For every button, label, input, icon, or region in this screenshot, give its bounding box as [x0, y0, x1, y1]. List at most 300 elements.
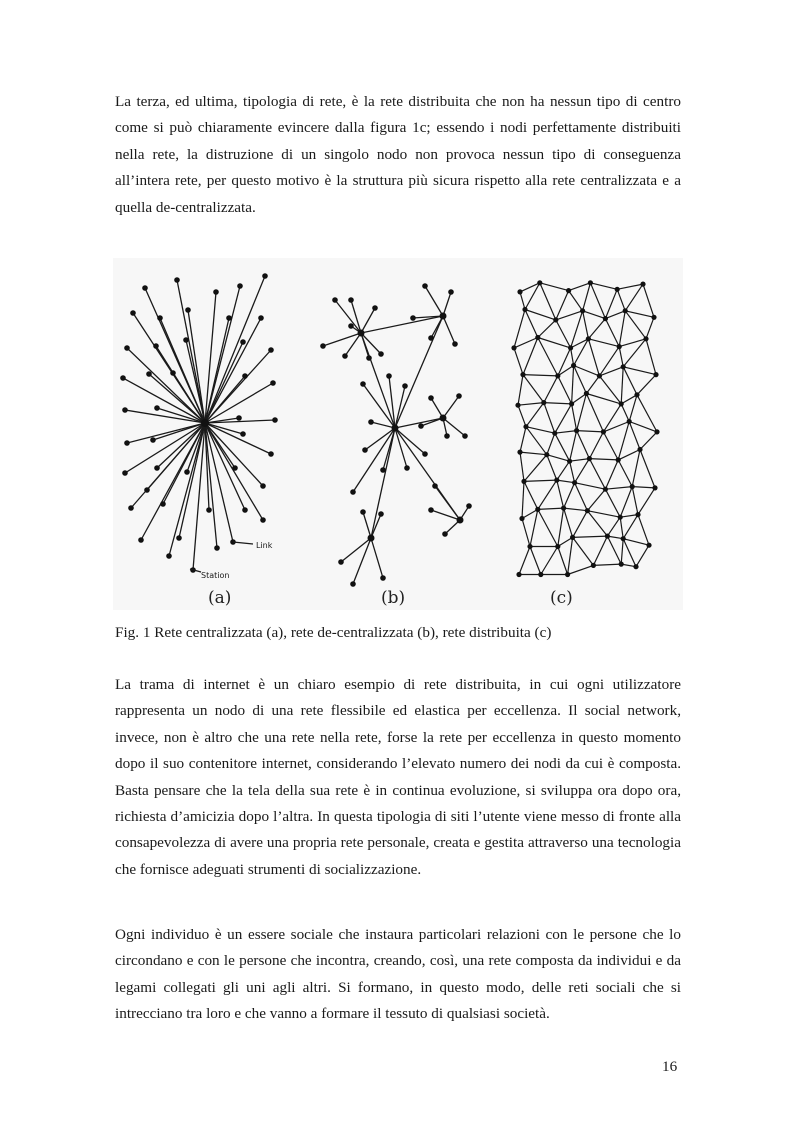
- mesh-node: [570, 535, 575, 540]
- mesh-link: [526, 403, 544, 427]
- station-node: [360, 509, 366, 515]
- mesh-node: [584, 391, 589, 396]
- mesh-node: [605, 534, 610, 539]
- mesh-node: [603, 487, 608, 492]
- mesh-node: [634, 392, 639, 397]
- mesh-link: [640, 450, 655, 488]
- mesh-link: [519, 547, 530, 575]
- station-node: [232, 465, 238, 471]
- mesh-link: [583, 311, 589, 339]
- mesh-node: [653, 372, 658, 377]
- mesh-node: [519, 516, 524, 521]
- mesh-link: [524, 455, 547, 482]
- hub-node: [440, 313, 447, 320]
- station-node: [144, 487, 150, 493]
- panel-c-distributed: [511, 280, 659, 577]
- mesh-link: [541, 547, 558, 575]
- mesh-node: [574, 428, 579, 433]
- mesh-link: [520, 452, 524, 481]
- station-node: [236, 415, 242, 421]
- mesh-link: [564, 483, 575, 508]
- station-node: [432, 483, 438, 489]
- station-node: [452, 341, 458, 347]
- station-node: [380, 575, 386, 581]
- spoke-link: [205, 318, 229, 423]
- mesh-link: [570, 459, 590, 462]
- mesh-link: [617, 284, 643, 289]
- mesh-link: [605, 487, 632, 490]
- station-node: [366, 355, 372, 361]
- mesh-link: [518, 403, 544, 406]
- station-node: [372, 305, 378, 311]
- mesh-node: [652, 485, 657, 490]
- mesh-link: [522, 481, 524, 518]
- mesh-node: [522, 307, 527, 312]
- paragraph-3: Ogni individuo è un essere sociale che instaura particolari relazioni con le persone che lo circondano e con le persone che incontra, creando, così, una rete composta da individui e da legami collegati gli uni agli altri. Si formano, in questo modo, delle reti sociali che si intrecciano tra loro e che vanno a formare il tessuto di qualsiasi società.: [115, 926, 681, 1023]
- mesh-link: [558, 376, 572, 404]
- mesh-node: [515, 403, 520, 408]
- mesh-link: [564, 508, 588, 511]
- station-node: [338, 559, 344, 565]
- mesh-link: [607, 517, 620, 536]
- figure-caption: Fig. 1 Rete centralizzata (a), rete de-centralizzata (b), rete distribuita (c): [115, 624, 552, 641]
- mesh-link: [572, 366, 574, 404]
- hub-node: [368, 535, 375, 542]
- panel-label-b: (b): [381, 588, 406, 608]
- station-node: [268, 347, 274, 353]
- station-node: [428, 507, 434, 513]
- mesh-link: [522, 509, 538, 518]
- cluster-link: [335, 300, 361, 333]
- station-node: [130, 310, 136, 316]
- station-node: [378, 351, 384, 357]
- station-node: [386, 373, 392, 379]
- mesh-node: [651, 315, 656, 320]
- mesh-link: [520, 427, 526, 452]
- mesh-link: [572, 404, 577, 431]
- mesh-link: [588, 339, 619, 347]
- mesh-link: [621, 539, 623, 564]
- mesh-link: [625, 284, 643, 311]
- station-node: [360, 381, 366, 387]
- cluster-link: [443, 292, 451, 316]
- spoke-link: [160, 318, 205, 423]
- mesh-link: [557, 480, 564, 508]
- mesh-link: [605, 460, 618, 489]
- spoke-link: [205, 423, 245, 510]
- mesh-node: [561, 506, 566, 511]
- cluster-link: [323, 333, 361, 346]
- mesh-link: [571, 348, 574, 366]
- station-node: [160, 501, 166, 507]
- mesh-node: [565, 572, 570, 577]
- mesh-node: [630, 484, 635, 489]
- mesh-node: [552, 431, 557, 436]
- station-node: [214, 545, 220, 551]
- mesh-node: [615, 287, 620, 292]
- mesh-node: [569, 401, 574, 406]
- mesh-node: [601, 429, 606, 434]
- mesh-link: [637, 395, 657, 432]
- spoke-link: [127, 423, 205, 443]
- mesh-node: [621, 364, 626, 369]
- mesh-link: [589, 459, 618, 460]
- hub-link: [361, 316, 443, 333]
- mesh-link: [538, 320, 556, 338]
- page-number: 16: [662, 1058, 678, 1075]
- mesh-node: [537, 280, 542, 285]
- mesh-link: [518, 405, 526, 427]
- mesh-link: [540, 283, 569, 291]
- mesh-link: [520, 452, 547, 455]
- cluster-link: [383, 428, 395, 470]
- spoke-link: [205, 276, 265, 423]
- station-node: [242, 373, 248, 379]
- mesh-link: [514, 310, 525, 348]
- mesh-link: [589, 432, 603, 459]
- mesh-node: [621, 536, 626, 541]
- spoke-link: [179, 423, 205, 538]
- mesh-link: [573, 537, 594, 565]
- cluster-link: [435, 486, 460, 520]
- mesh-link: [623, 539, 636, 567]
- mesh-link: [518, 375, 523, 406]
- mesh-link: [621, 404, 629, 422]
- station-node: [166, 553, 172, 559]
- station-node: [240, 431, 246, 437]
- station-node: [270, 380, 276, 386]
- mesh-link: [520, 292, 525, 310]
- mesh-link: [530, 547, 541, 575]
- station-node: [342, 353, 348, 359]
- paragraph-1: La terza, ed ultima, tipologia di rete, è la rete distribuita che non ha nessun tipo di centro come si può chiaramente evincere dalla figura 1c; essendo i nodi perfettamente distribuiti nella rete, la distruzione di un singolo nodo non provoca nessun tipo di conseguenza all’intera rete, per questo motivo è la struttura più sicura rispetto alla rete centralizzata e a quella de-centralizzata.: [115, 93, 681, 216]
- mesh-link: [590, 283, 617, 290]
- station-node: [350, 581, 356, 587]
- mesh-link: [637, 375, 656, 395]
- cluster-link: [443, 316, 455, 344]
- mesh-link: [523, 375, 558, 376]
- station-node: [154, 465, 160, 471]
- mesh-link: [618, 460, 632, 487]
- mesh-node: [616, 457, 621, 462]
- mesh-link: [540, 283, 556, 320]
- spoke-link: [205, 423, 263, 486]
- mesh-node: [627, 419, 632, 424]
- mesh-link: [619, 311, 625, 347]
- mesh-link: [558, 547, 568, 575]
- mesh-link: [605, 489, 620, 517]
- mesh-link: [544, 403, 555, 434]
- mesh-link: [618, 450, 640, 460]
- hub-node: [358, 330, 365, 337]
- station-node: [206, 507, 212, 513]
- mesh-node: [637, 447, 642, 452]
- mesh-node: [535, 335, 540, 340]
- mesh-link: [623, 339, 646, 367]
- mesh-node: [643, 336, 648, 341]
- station-node: [122, 470, 128, 476]
- cluster-link: [345, 333, 361, 356]
- mesh-link: [530, 509, 538, 546]
- mesh-node: [538, 572, 543, 577]
- mesh-node: [572, 480, 577, 485]
- mesh-node: [588, 280, 593, 285]
- station-node: [174, 277, 180, 283]
- station-node: [124, 345, 130, 351]
- mesh-link: [638, 515, 649, 546]
- station-node: [258, 315, 264, 321]
- mesh-node: [619, 401, 624, 406]
- station-node: [124, 440, 130, 446]
- mesh-node: [586, 336, 591, 341]
- cluster-link: [353, 428, 395, 492]
- mesh-link: [555, 404, 572, 433]
- network-figure: [113, 258, 683, 610]
- mesh-link: [564, 508, 573, 537]
- mesh-link: [568, 565, 594, 574]
- mesh-node: [523, 424, 528, 429]
- mesh-node: [567, 459, 572, 464]
- hub-node: [392, 425, 399, 432]
- mesh-node: [511, 345, 516, 350]
- station-node: [402, 383, 408, 389]
- station-node: [146, 371, 152, 377]
- station-node: [442, 531, 448, 537]
- station-node: [226, 315, 232, 321]
- mesh-link: [589, 459, 605, 490]
- hub-node: [201, 419, 209, 427]
- mesh-node: [517, 289, 522, 294]
- station-node: [153, 343, 159, 349]
- mesh-link: [557, 461, 570, 480]
- station-node: [157, 315, 163, 321]
- station-node: [170, 370, 176, 376]
- mesh-link: [538, 508, 564, 509]
- link-annotation: Link: [256, 541, 273, 550]
- station-node: [262, 273, 268, 279]
- mesh-link: [586, 394, 621, 404]
- panel-label-c: (c): [550, 588, 573, 608]
- spoke-link: [205, 423, 263, 520]
- cluster-link: [425, 286, 443, 316]
- mesh-link: [555, 431, 577, 434]
- mesh-link: [577, 431, 604, 432]
- mesh-link: [590, 283, 605, 319]
- mesh-node: [640, 282, 645, 287]
- station-node: [272, 417, 278, 423]
- link-pointer: [233, 542, 253, 544]
- mesh-link: [523, 375, 544, 403]
- hub-link: [395, 316, 443, 428]
- mesh-link: [575, 483, 606, 490]
- mesh-link: [620, 515, 638, 518]
- mesh-link: [538, 480, 557, 509]
- network-diagrams: [113, 258, 683, 610]
- mesh-link: [538, 509, 558, 546]
- mesh-node: [555, 373, 560, 378]
- mesh-link: [573, 511, 588, 538]
- mesh-link: [556, 291, 569, 320]
- mesh-link: [522, 519, 530, 547]
- mesh-link: [620, 517, 623, 539]
- mesh-link: [569, 291, 583, 311]
- mesh-link: [619, 347, 623, 367]
- mesh-link: [514, 348, 523, 375]
- station-node: [444, 433, 450, 439]
- mesh-node: [587, 456, 592, 461]
- mesh-link: [570, 461, 575, 483]
- mesh-link: [568, 537, 573, 574]
- station-node: [320, 343, 326, 349]
- panel-a-centralized: [120, 273, 278, 573]
- mesh-node: [566, 288, 571, 293]
- mesh-node: [571, 363, 576, 368]
- mesh-link: [619, 339, 646, 347]
- mesh-link: [617, 289, 625, 311]
- station-node: [422, 451, 428, 457]
- mesh-link: [524, 480, 557, 481]
- mesh-link: [575, 459, 590, 483]
- station-node: [213, 289, 219, 295]
- mesh-link: [573, 536, 608, 537]
- mesh-node: [633, 564, 638, 569]
- cluster-link: [361, 308, 375, 333]
- mesh-link: [570, 431, 577, 462]
- mesh-link: [587, 489, 605, 511]
- mesh-link: [547, 433, 555, 455]
- station-node: [428, 335, 434, 341]
- mesh-node: [618, 515, 623, 520]
- spoke-link: [205, 423, 217, 548]
- mesh-link: [558, 508, 564, 546]
- mesh-node: [654, 429, 659, 434]
- station-node: [448, 289, 454, 295]
- spoke-link: [205, 423, 233, 542]
- cluster-link: [371, 538, 383, 578]
- station-node: [184, 469, 190, 475]
- mesh-link: [547, 455, 557, 480]
- mesh-link: [646, 339, 656, 375]
- mesh-link: [646, 317, 654, 339]
- mesh-link: [643, 284, 654, 317]
- station-node: [240, 339, 246, 345]
- spoke-link: [186, 340, 205, 423]
- mesh-link: [586, 394, 603, 432]
- panel-b-decentralized: [320, 283, 472, 587]
- hub-link: [371, 428, 395, 538]
- station-node: [428, 395, 434, 401]
- mesh-link: [524, 481, 538, 509]
- mesh-node: [535, 507, 540, 512]
- mesh-node: [555, 544, 560, 549]
- mesh-node: [517, 450, 522, 455]
- station-node: [260, 483, 266, 489]
- mesh-node: [568, 345, 573, 350]
- station-node: [422, 283, 428, 289]
- mesh-node: [554, 478, 559, 483]
- mesh-node: [635, 512, 640, 517]
- mesh-link: [640, 432, 657, 450]
- mesh-node: [591, 563, 596, 568]
- mesh-link: [593, 536, 607, 565]
- station-node: [332, 297, 338, 303]
- mesh-node: [623, 308, 628, 313]
- station-node: [154, 405, 160, 411]
- mesh-link: [632, 487, 655, 488]
- mesh-link: [569, 283, 591, 291]
- mesh-node: [541, 400, 546, 405]
- mesh-link: [623, 515, 638, 539]
- station-node: [237, 283, 243, 289]
- mesh-link: [544, 376, 558, 403]
- mesh-link: [623, 367, 637, 395]
- mesh-link: [603, 432, 618, 460]
- station-annotation: Station: [201, 571, 230, 580]
- station-node: [176, 535, 182, 541]
- cluster-link: [431, 316, 443, 338]
- hub-node: [457, 517, 464, 524]
- mesh-node: [527, 544, 532, 549]
- station-node: [128, 505, 134, 511]
- mesh-link: [588, 319, 605, 339]
- station-node: [380, 467, 386, 473]
- mesh-node: [646, 543, 651, 548]
- station-node: [456, 393, 462, 399]
- mesh-node: [597, 373, 602, 378]
- mesh-link: [632, 450, 640, 487]
- mesh-link: [620, 487, 632, 518]
- station-node: [260, 517, 266, 523]
- mesh-node: [603, 316, 608, 321]
- cluster-link: [363, 512, 371, 538]
- station-node: [362, 447, 368, 453]
- mesh-link: [638, 488, 655, 515]
- mesh-link: [583, 283, 591, 311]
- mesh-link: [621, 367, 623, 404]
- mesh-node: [580, 308, 585, 313]
- mesh-link: [586, 376, 599, 394]
- mesh-node: [553, 317, 558, 322]
- mesh-link: [636, 545, 649, 567]
- mesh-link: [599, 376, 621, 404]
- mesh-link: [558, 537, 573, 546]
- mesh-node: [619, 562, 624, 567]
- station-node: [418, 423, 424, 429]
- mesh-node: [585, 508, 590, 513]
- station-node: [138, 537, 144, 543]
- mesh-link: [618, 422, 629, 460]
- mesh-link: [632, 487, 638, 515]
- station-node: [410, 315, 416, 321]
- station-node: [348, 323, 354, 329]
- station-node: [368, 419, 374, 425]
- mesh-node: [521, 479, 526, 484]
- station-node: [122, 407, 128, 413]
- mesh-link: [629, 422, 640, 450]
- mesh-node: [617, 344, 622, 349]
- station-node: [120, 375, 126, 381]
- station-node: [350, 489, 356, 495]
- mesh-link: [607, 536, 621, 564]
- station-node: [462, 433, 468, 439]
- mesh-link: [575, 483, 588, 511]
- mesh-link: [605, 319, 619, 347]
- station-node: [183, 337, 189, 343]
- station-node: [150, 437, 156, 443]
- mesh-link: [588, 339, 599, 376]
- mesh-link: [577, 431, 590, 459]
- mesh-node: [520, 372, 525, 377]
